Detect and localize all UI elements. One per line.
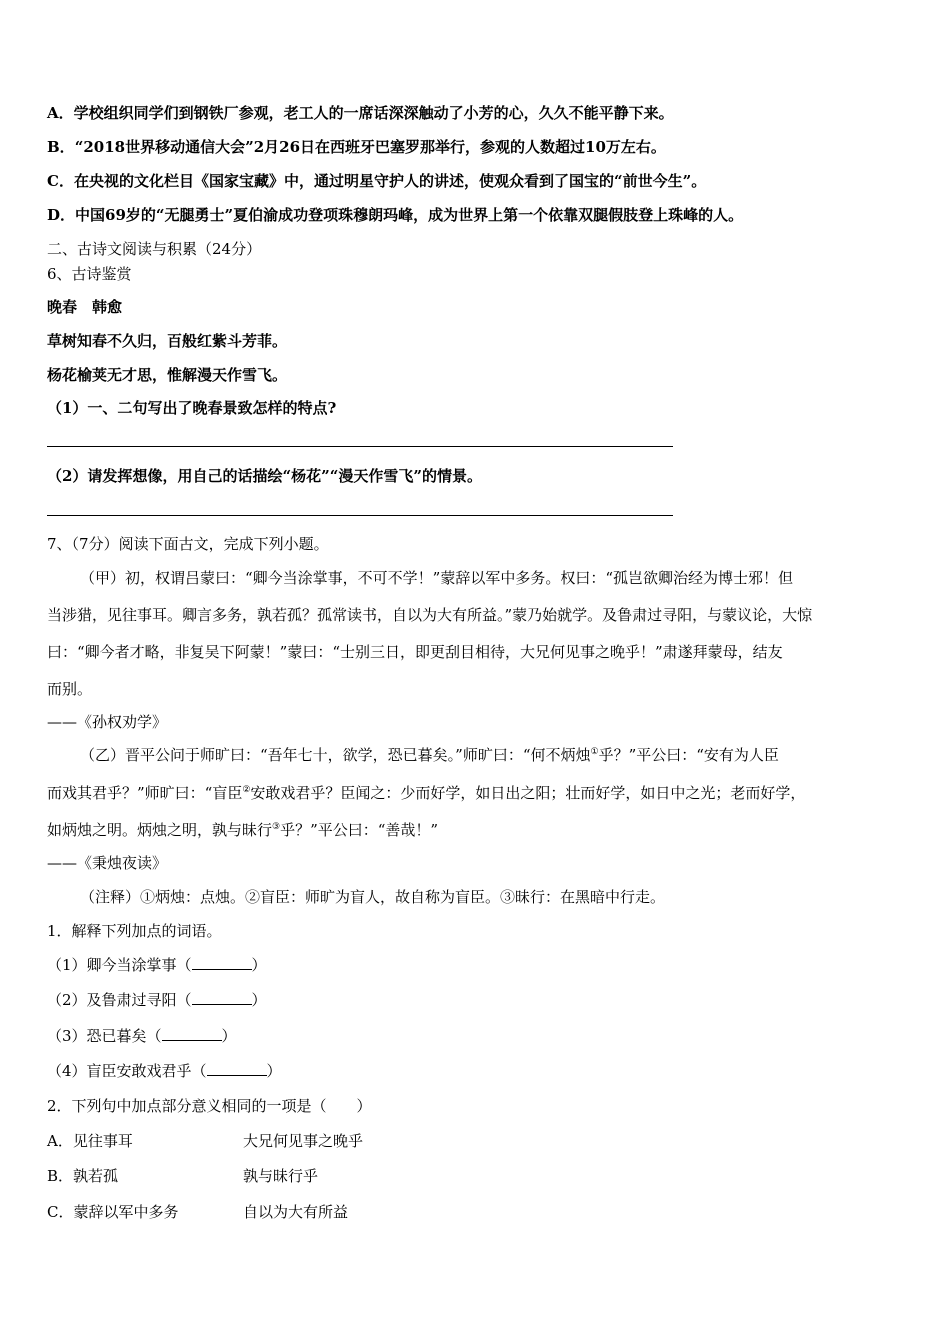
passage-jia-line-1: （甲）初，权谓吕蒙曰：“卿今当涂掌事，不可不学！”蒙辞以军中多务。权曰：“孤岂欲卿治经为博士邪！但 [80, 569, 794, 587]
option-a-left: A．见往事耳 [47, 1132, 133, 1150]
passage-jia-line-4: 而别。 [47, 680, 93, 698]
poem-title: 晚春 韩愈 [47, 298, 123, 316]
q5-option-a-text: 学校组织同学们到钢铁厂参观，老工人的一席话深深触动了小芳的心，久久不能平静下来。 [73, 104, 674, 122]
item-3-blank[interactable] [162, 1026, 222, 1041]
option-c-right: 自以为大有所益 [243, 1203, 349, 1221]
q7-sub2-option-a [47, 1131, 133, 1151]
passage-jia-source: ——《孙权劝学》 [47, 713, 168, 731]
q5-option-a-letter: A． [47, 104, 74, 122]
item-4-prefix: （4）盲臣安敢戏君乎（ [47, 1062, 207, 1080]
q7-title: 7、（7分）阅读下面古文，完成下列小题。 [47, 535, 329, 553]
q7-sub2-option-c [47, 1202, 178, 1222]
passage-yi-line-1 [80, 745, 779, 765]
item-1-prefix: （1）卿今当涂掌事（ [47, 956, 192, 974]
q5-option-b [47, 137, 666, 157]
passage-yi-source: ——《秉烛夜读》 [47, 854, 168, 872]
passage-jia-line-3: 曰：“卿今者才略，非复吴下阿蒙！”蒙曰：“士别三日，即更刮目相待，大兄何见事之晚乎！”肃遂拜蒙母，结友 [47, 643, 783, 661]
q5-option-b-text: “2018世界移动通信大会”2月26日在西班牙巴塞罗那举行，参观的人数超过10万左右。 [74, 138, 666, 156]
q5-option-d-text: 中国69岁的“无腿勇士”夏伯渝成功登项珠穆朗玛峰，成为世界上第一个依靠双腿假肢登上珠峰的人。 [75, 206, 744, 224]
option-a-right: 大兄何见事之晚乎 [243, 1132, 364, 1150]
item-1-suffix: ） [251, 956, 267, 974]
passage-yi-line-1-a: （乙）晋平公问于师旷曰：“吾年七十，欲学，恐已暮矣。”师旷曰：“何不炳烛 [80, 746, 591, 764]
q5-option-c-letter: C． [47, 172, 74, 190]
footnote-mark-1: ① [590, 747, 599, 757]
q6-sub1: （1）一、二句写出了晚春景致怎样的特点? [47, 399, 337, 417]
item-4-blank[interactable] [207, 1061, 267, 1076]
q5-option-c [47, 171, 706, 191]
q7-sub1-title: 1．解释下列加点的词语。 [47, 922, 222, 940]
q6-title: 6、古诗鉴赏 [47, 265, 132, 283]
q7-sub1-item-1 [47, 955, 267, 975]
section2-title: 二、古诗文阅读与积累（24分） [47, 240, 262, 258]
poem-line-1: 草树知春不久归，百般红紫斗芳菲。 [47, 332, 288, 350]
item-2-suffix: ） [251, 991, 267, 1009]
item-3-suffix: ） [221, 1027, 237, 1045]
passage-jia-line-2: 当涉猎，见往事耳。卿言多务，孰若孤？孤常读书，自以为大有所益。”蒙乃始就学。及鲁肃过寻阳，与蒙议论，大惊 [47, 606, 813, 624]
passage-yi-line-3-b: 乎？”平公曰：“善哉！” [280, 821, 439, 839]
item-3-prefix: （3）恐已暮矣（ [47, 1027, 162, 1045]
item-2-blank[interactable] [192, 990, 252, 1005]
poem-line-2: 杨花榆荚无才思，惟解漫天作雪飞。 [47, 366, 288, 384]
q5-option-a [47, 103, 674, 123]
q7-sub2-title: 2．下列句中加点部分意义相同的一项是（ ） [47, 1097, 372, 1115]
q7-sub1-item-2 [47, 990, 267, 1010]
passage-yi-line-3 [47, 820, 438, 840]
annotation-note: （注释）①炳烛：点烛。②盲臣：师旷为盲人，故自称为盲臣。③昧行：在黑暗中行走。 [80, 888, 666, 906]
q7-sub2-option-b [47, 1166, 118, 1186]
passage-yi-line-2-b: 安敢戏君乎？臣闻之：少而好学，如日出之阳；壮而好学，如日中之光；老而好学， [250, 784, 806, 802]
option-c-left: C．蒙辞以军中多务 [47, 1203, 179, 1221]
footnote-mark-2: ② [242, 785, 251, 795]
passage-yi-line-1-b: 乎？”平公曰：“安有为人臣 [598, 746, 779, 764]
item-1-blank[interactable] [192, 955, 252, 970]
q6-sub2: （2）请发挥想像，用自己的话描绘“杨花”“漫天作雪飞”的情景。 [47, 467, 482, 485]
answer-line-2[interactable] [47, 515, 673, 516]
passage-yi-line-2 [47, 783, 805, 803]
item-2-prefix: （2）及鲁肃过寻阳（ [47, 991, 192, 1009]
q5-option-b-letter: B． [47, 138, 75, 156]
q7-sub1-item-4 [47, 1061, 282, 1081]
q5-option-d-letter: D． [47, 206, 76, 224]
passage-yi-line-2-a: 而戏其君乎？”师旷曰：“盲臣 [47, 784, 243, 802]
footnote-mark-3: ③ [272, 822, 281, 832]
option-b-left: B．孰若孤 [47, 1167, 119, 1185]
answer-line-1[interactable] [47, 446, 673, 447]
q5-option-d [47, 205, 743, 225]
q5-option-c-text: 在央视的文化栏目《国家宝藏》中，通过明星守护人的讲述，使观众看到了国宝的“前世今生”。 [73, 172, 707, 190]
item-4-suffix: ） [266, 1062, 282, 1080]
q7-sub1-item-3 [47, 1026, 237, 1046]
option-b-right: 孰与昧行乎 [243, 1167, 319, 1185]
passage-yi-line-3-a: 如炳烛之明。炳烛之明，孰与昧行 [47, 821, 273, 839]
